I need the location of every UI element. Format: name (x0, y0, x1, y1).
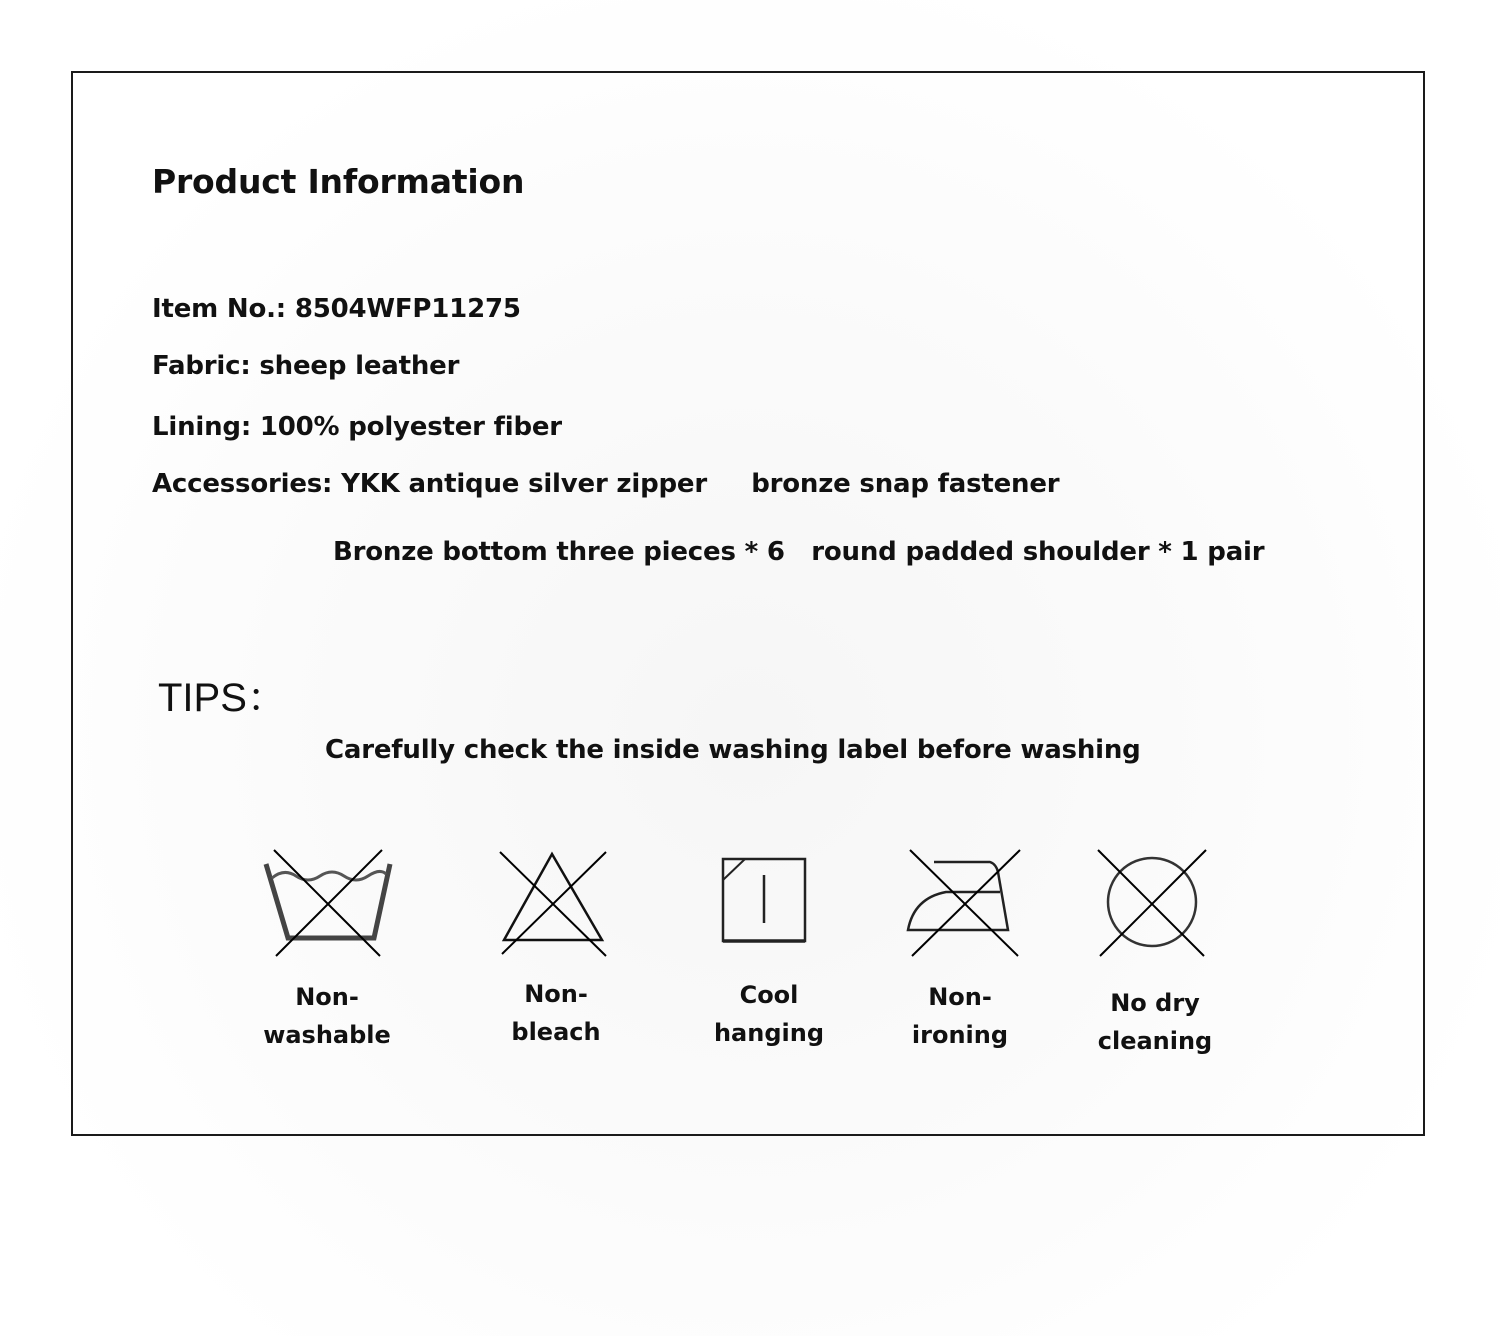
tips-heading: TIPS： (158, 676, 287, 720)
care-label-no-iron (860, 978, 1060, 1054)
care-label-line2: ironing (911, 1021, 1009, 1049)
care-label-line1: No dry (1110, 989, 1200, 1017)
care-label-line2: bleach (511, 1018, 601, 1046)
no-iron-icon (904, 848, 1024, 960)
line-dry-icon (720, 856, 810, 946)
care-label-line-dry (669, 976, 869, 1052)
care-label-no-wash (227, 978, 427, 1054)
care-label-no-bleach (456, 975, 656, 1051)
page-title: Product Information (152, 162, 525, 201)
accessories-continued: Bronze bottom three pieces * 6 round padded shoulder * 1 pair (333, 537, 1265, 567)
no-bleach-icon (496, 848, 608, 960)
no-dry-clean-icon (1096, 848, 1208, 960)
care-label-line2: cleaning (1097, 1027, 1213, 1055)
item-number: Item No.: 8504WFP11275 (152, 294, 521, 324)
no-wash-icon (262, 848, 394, 960)
care-label-no-dry-clean (1055, 984, 1255, 1060)
tips-note: Carefully check the inside washing label before washing (325, 735, 1141, 765)
care-label-line1: Non- (295, 983, 359, 1011)
care-label-line2: washable (263, 1021, 391, 1049)
care-label-line2: hanging (713, 1019, 825, 1047)
care-label-line1: Cool (739, 981, 799, 1009)
lining: Lining: 100% polyester fiber (152, 412, 562, 442)
accessories: Accessories: YKK antique silver zipper bronze snap fastener (152, 469, 1060, 499)
fabric: Fabric: sheep leather (152, 351, 460, 381)
care-label-line1: Non- (524, 980, 588, 1008)
care-label-line1: Non- (928, 983, 992, 1011)
